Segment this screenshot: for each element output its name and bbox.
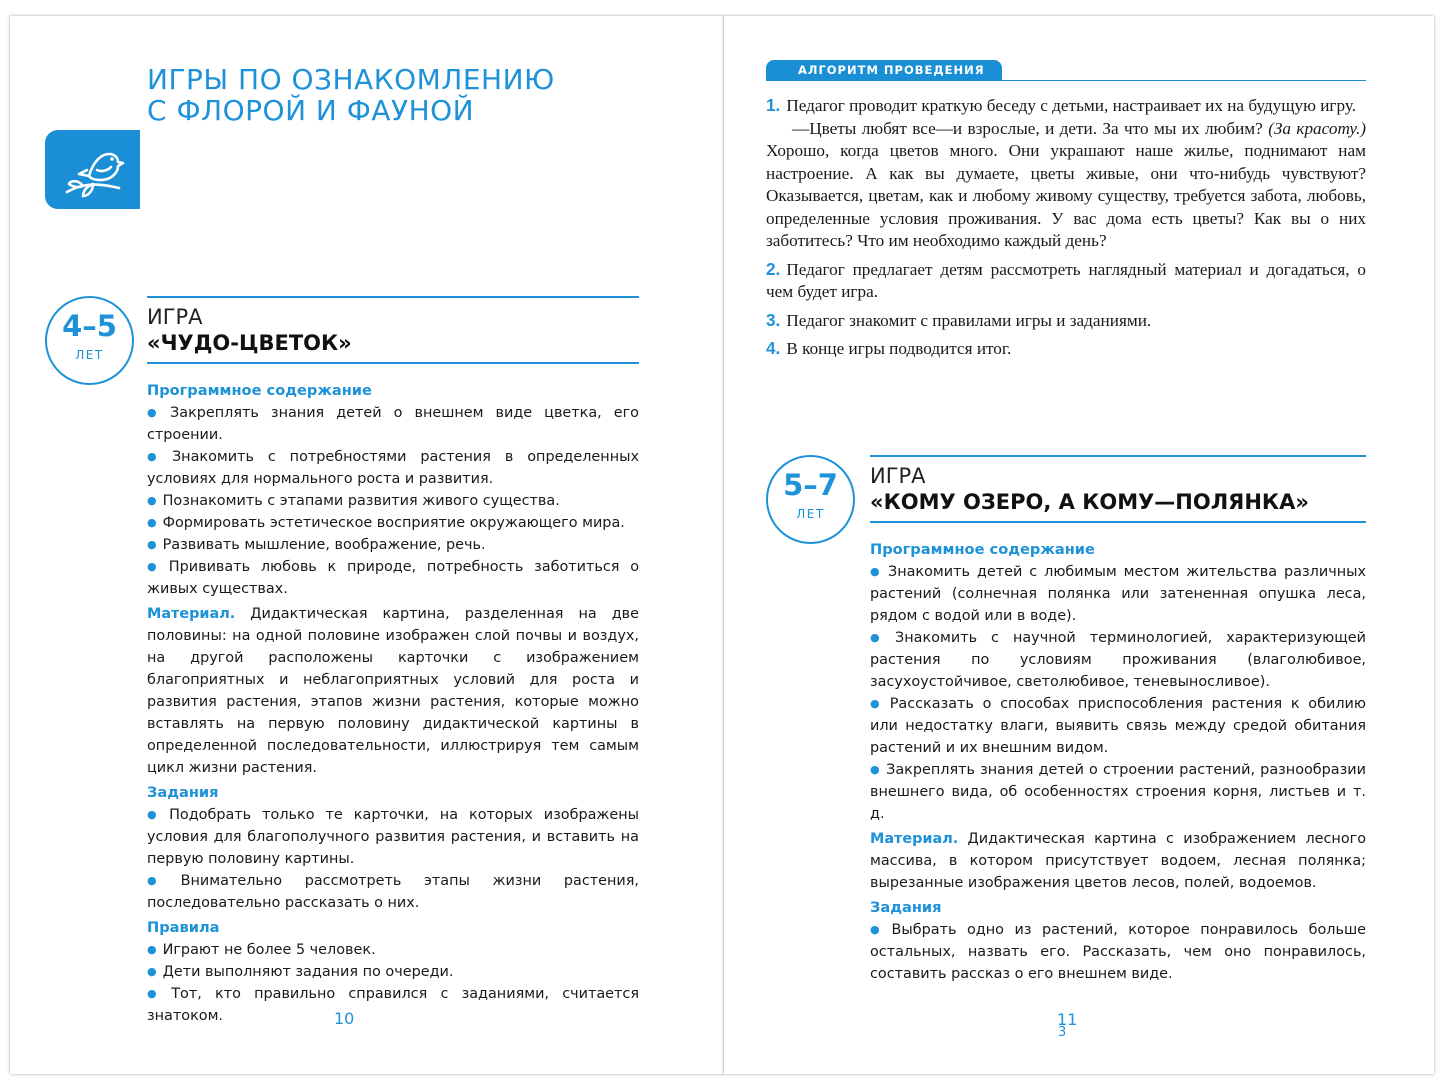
age-unit: ЛЕТ	[75, 348, 104, 362]
algorithm-step	[766, 309, 1366, 333]
game-kicker: ИГРА	[147, 305, 203, 329]
bullet-icon: ●	[870, 697, 884, 710]
list-item: ● Прививать любовь к природе, потребность заботиться о живых существах.	[147, 559, 639, 597]
game-content	[870, 536, 1366, 985]
algorithm-steps	[766, 94, 1366, 366]
tasks-list	[870, 919, 1366, 985]
list-item: ● Дети выполняют задания по очереди.	[147, 964, 454, 980]
age-badge	[45, 296, 134, 385]
bullet-icon: ●	[147, 516, 157, 529]
algorithm-step	[766, 337, 1366, 361]
list-item: ● Развивать мышление, воображение, речь.	[147, 537, 486, 553]
dialogue-italic: (За красоту.)	[1268, 118, 1366, 138]
step-text: Педагог предлагает детям рассмотреть наглядный материал и догадаться, о чем будет игра.	[766, 259, 1366, 301]
bullet-icon: ●	[147, 494, 157, 507]
tasks-list	[147, 804, 639, 914]
list-item: ● Тот, кто правильно справился с заданиями, считается знатоком.	[147, 986, 639, 1024]
stray-mark: 3	[1058, 1025, 1067, 1040]
right-page	[724, 16, 1434, 1074]
algorithm-rule	[1002, 80, 1366, 81]
list-item: ● Выбрать одно из растений, которое понравилось больше остальных, назвать его. Рассказать, чем оно понравилось, составить рассказ о его внешнем виде.	[870, 922, 1366, 982]
age-range: 4–5	[62, 309, 117, 343]
game-title: «ЧУДО-ЦВЕТОК»	[147, 331, 352, 355]
algorithm-step	[766, 94, 1366, 253]
algorithm-step	[766, 258, 1366, 304]
age-unit: ЛЕТ	[796, 507, 825, 521]
chapter-title-line1: ИГРЫ ПО ОЗНАКОМЛЕНИЮ	[147, 63, 555, 96]
step-text: Педагог проводит краткую беседу с детьми, настраивает их на будущую игру.	[786, 96, 1357, 115]
bullet-icon: ●	[870, 763, 881, 776]
age-badge	[766, 455, 855, 544]
page-number: 11	[1057, 1010, 1078, 1029]
chapter-title-line2: С ФЛОРОЙ И ФАУНОЙ	[147, 94, 475, 127]
material-text: Дидактическая картина с изображением лесного массива, в котором присутствует водоем, лесная полянка; вырезанные изображения цветов лесов, полей, водоемов.	[870, 831, 1366, 891]
bullet-icon: ●	[147, 965, 157, 978]
list-item: ● Формировать эстетическое восприятие окружающего мира.	[147, 515, 625, 531]
step-number: 2.	[766, 258, 781, 279]
material-label: Материал.	[147, 606, 236, 622]
chapter-title	[147, 64, 555, 126]
list-item: ● Подобрать только те карточки, на которых изображены условия для благополучного развития растения, и вставить на первую половину картины.	[147, 807, 639, 867]
program-heading: Программное содержание	[870, 541, 1095, 558]
bullet-icon: ●	[147, 808, 164, 821]
age-range: 5–7	[783, 468, 838, 502]
program-list	[870, 561, 1366, 825]
list-item: ● Закреплять знания детей о строении растений, разнообразии внешнего вида, об особенностях строения корня, листьев и т. д.	[870, 762, 1366, 822]
bird-on-branch-icon	[63, 140, 125, 200]
step-number: 1.	[766, 95, 781, 115]
left-page	[10, 16, 724, 1074]
step-text: В конце игры подводится итог.	[786, 339, 1012, 358]
bullet-icon: ●	[870, 923, 886, 936]
chapter-icon-tab	[45, 130, 140, 209]
material-paragraph	[147, 603, 639, 779]
dialogue-text: —Цветы любят все—и взрослые, и дети. За что мы их любим? (За красоту.) Хорошо, когда цветов много. Они украшают наше жилье, поднимают нам настроение. А как вы думаете, цветы живые, они что-нибудь чувствуют? Оказывается, цветам, как и любому живому существу, требуется забота, любовь, определенные условия проживания. У вас дома есть цветы? Как вы о них заботитесь? Что им необходимо каждый день?	[766, 118, 1366, 250]
bullet-icon: ●	[147, 943, 157, 956]
algorithm-tab: АЛГОРИТМ ПРОВЕДЕНИЯ	[766, 60, 1002, 81]
list-item: ● Внимательно рассмотреть этапы жизни растения, последовательно рассказать о них.	[147, 873, 639, 911]
material-text: Дидактическая картина, разделенная на две половины: на одной половине изображен слой почвы и воздух, на другой расположены карточки с изображением благоприятных и неблагоприятных условий для роста и развития растения, этапов жизни растения, которые можно вставлять на первую половину дидактической картины в определенной последовательности, иллюстрируя тем самым цикл жизни растения.	[147, 606, 639, 776]
list-item: ● Знакомить с потребностями растения в определенных условиях для нормального роста и развития.	[147, 449, 639, 487]
bullet-icon: ●	[147, 560, 163, 573]
step-text: Педагог знакомит с правилами игры и заданиями.	[786, 310, 1152, 330]
rules-heading: Правила	[147, 919, 220, 936]
material-paragraph	[870, 828, 1366, 894]
bullet-icon: ●	[870, 631, 890, 644]
game-kicker: ИГРА	[870, 464, 926, 488]
step-number: 4.	[766, 338, 781, 358]
bullet-icon: ●	[147, 406, 165, 419]
list-item: ● Знакомить с научной терминологией, характеризующей растения по условиям проживания (влаголюбивое, засухоустойчивое, светолюбивое, теневыносливое).	[870, 630, 1366, 690]
material-label: Материал.	[870, 831, 959, 847]
rules-list	[147, 939, 639, 1027]
page-number: 10	[334, 1009, 355, 1028]
program-list	[147, 402, 639, 600]
step-number: 3.	[766, 309, 781, 330]
bullet-icon: ●	[147, 450, 166, 463]
bullet-icon: ●	[870, 565, 882, 578]
list-item: ● Играют не более 5 человек.	[147, 942, 376, 958]
program-heading: Программное содержание	[147, 382, 372, 399]
list-item: ● Рассказать о способах приспособления растения к обилию или недостатку влаги, выявить связь между средой обитания растений и их внешним видом.	[870, 696, 1366, 756]
list-item: ● Знакомить детей с любимым местом жительства различных растений (солнечная полянка или затененная опушка леса, рядом с водой или в воде).	[870, 564, 1366, 624]
list-item: ● Познакомить с этапами развития живого существа.	[147, 493, 560, 509]
game-title: «КОМУ ОЗЕРО, А КОМУ—ПОЛЯНКА»	[870, 490, 1309, 514]
bullet-icon: ●	[147, 874, 175, 887]
game-header	[870, 455, 1366, 523]
bullet-icon: ●	[147, 538, 157, 551]
tasks-heading: Задания	[870, 899, 942, 916]
list-item: ● Закреплять знания детей о внешнем виде цветка, его строении.	[147, 405, 639, 443]
bullet-icon: ●	[147, 987, 166, 1000]
game-content	[147, 377, 639, 1027]
tasks-heading: Задания	[147, 784, 219, 801]
game-header	[147, 296, 639, 364]
